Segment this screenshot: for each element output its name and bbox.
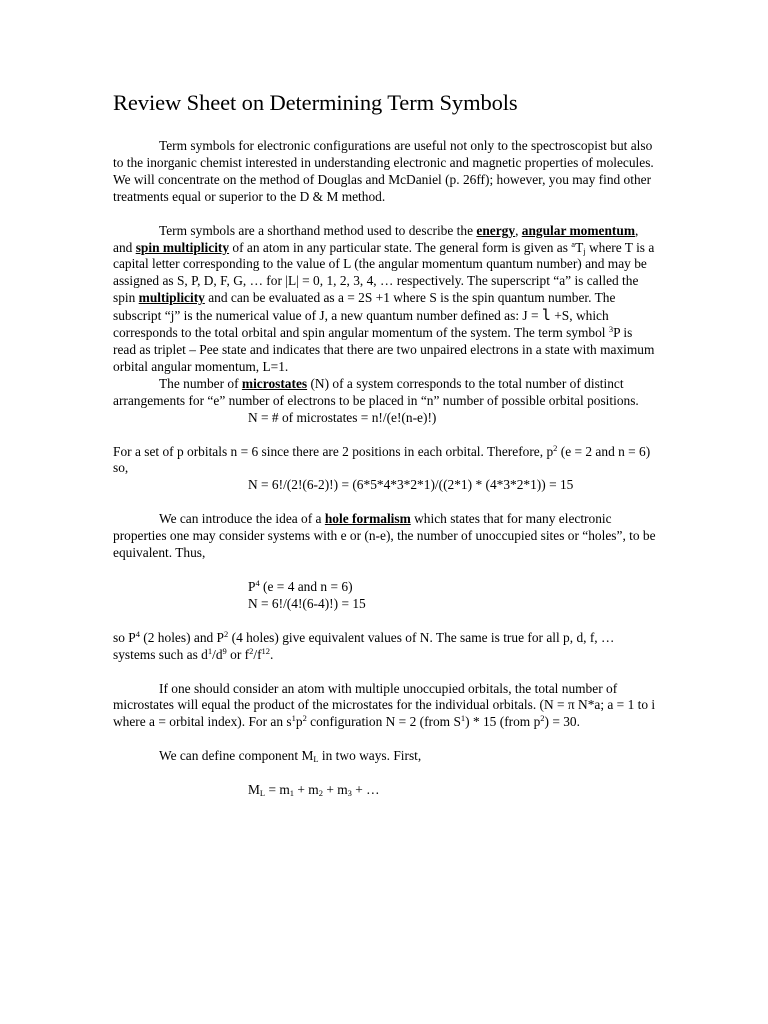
keyword-spin-multiplicity: spin multiplicity: [135, 239, 230, 255]
keyword-energy: energy: [476, 222, 516, 238]
keyword-hole-formalism: hole formalism: [324, 511, 411, 527]
equation-p4-line2: N = 6!/(4!(6-4)!) = 15: [248, 595, 366, 611]
page-title: Review Sheet on Determining Term Symbols: [113, 90, 518, 115]
paragraph-intro: Term symbols for electronic configurations are useful not only to the spectroscopist but also to the inorganic chemist interested in understanding electronic and magnetic properties of molecules. We will concentrate on the method of Douglas and McDaniel (p. 26ff); however, you may find other treatments equal or superior to the D & M method.: [113, 138, 654, 204]
equation-microstates: N = # of microstates = n!/(e!(n-e)!): [248, 409, 437, 425]
keyword-multiplicity: multiplicity: [138, 290, 205, 306]
equation-ml-sum: $M_L = m_1 + m_2 + m_3$ + …: [248, 782, 380, 799]
paragraph-equivalent-values: so $P^4$ (2 holes) and $P^2$ (4 holes) give equivalent values of N. The same is true for all p, d, f, … systems such as $d^1/d^9$ or $f^2/f^{12}$.: [113, 628, 615, 662]
equation-p2: N = 6!/(2!(6-2)!) = (6*5*4*3*2*1)/((2*1) * (4*3*2*1)) = 15: [248, 477, 574, 493]
equation-p4-line1: $P^4$ (e = 4 and n = 6): [248, 577, 353, 594]
paragraph-multiple-orbitals: If one should consider an atom with multiple unoccupied orbitals, the total number of microstates will equal the product of the microstates for the individual orbitals. (N = π N*a; a = 1 to i where a = orbital index). For an $s^1p^2$ configuration N = 2 (from $S^1) * 15$ (from $p^2) = 30$.: [113, 680, 656, 730]
keyword-microstates: microstates: [241, 375, 308, 391]
paragraph-microstates: The number of microstates (N) of a system corresponds to the total number of distinct arrangements for “e” number of electrons to be placed in “n” number of possible orbital positions.: [113, 375, 639, 408]
paragraph-ml-definition: We can define component $M_L$ in two ways. First,: [159, 748, 422, 765]
paragraph-hole-formalism: We can introduce the idea of a hole formalism which states that for many electronic properties one may consider systems with e or (n-e), the number of unoccupied sites or “holes”, to be equivalent. Thus,: [113, 511, 656, 561]
document-page: [113, 88, 658, 799]
paragraph-p-orbitals: For a set of p orbitals n = 6 since there are 2 positions in each orbital. Therefore, $p^2$ (e = 2 and n = 6) so,: [113, 442, 651, 476]
keyword-angular-momentum: angular momentum: [521, 222, 635, 238]
paragraph-term-symbol-definition: Term symbols are a shorthand method used to describe the energy, angular momentum, and spin multiplicity of an atom in any particular state. The general form is given as $^aT_j$ where T is a capital letter corresponding to the value of L (the angular momentum quantum number) and may be assigned as S, P, D, F, G, … for |L| = 0, 1, 2, 3, 4, … respectively. The superscript “a” is called the spin multiplicity and can be evaluated as a = 2S +1 where S is the spin quantum number. The subscript “j” is the numerical value of J, a new quantum number defined as: J = l +S, which corresponds to the total orbital and spin angular momentum of the system. The term symbol $^3$P is read as triplet – Pee state and indicates that there are two unpaired electrons in a state with maximum orbital angular momentum, L=1.: [113, 222, 655, 374]
